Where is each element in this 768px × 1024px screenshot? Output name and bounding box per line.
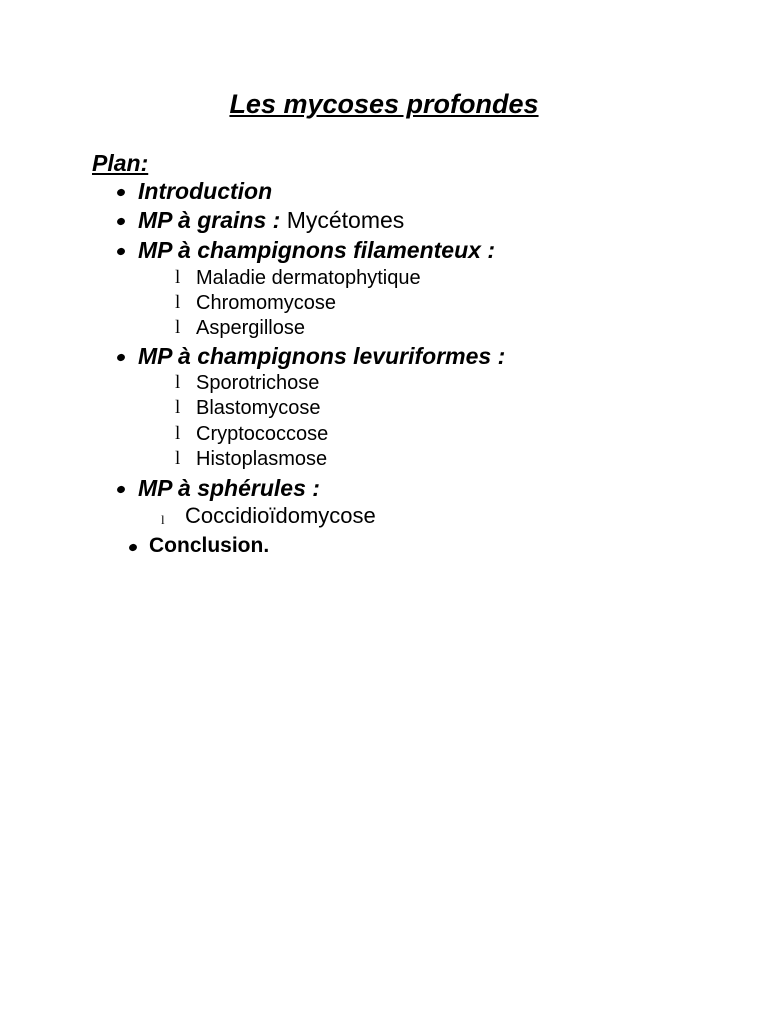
plan-item-label: MP à grains : — [138, 207, 281, 233]
bullet-icon — [116, 353, 126, 362]
plan-heading: Plan: — [92, 150, 149, 176]
sub-item — [175, 445, 328, 473]
sub-item-label: Maladie dermatophytique — [196, 267, 421, 289]
sub-item — [175, 369, 320, 397]
bullet-icon — [116, 188, 126, 197]
plan-item-label: MP à champignons filamenteux : — [138, 237, 495, 263]
sub-marker: l — [175, 448, 181, 469]
document-title: Les mycoses profondes — [229, 89, 539, 119]
sub-item-label: Chromomycose — [196, 292, 337, 314]
sub-item — [175, 420, 329, 448]
sub-item-label: Aspergillose — [196, 317, 305, 339]
sub-item-label: Cryptococcose — [196, 423, 329, 445]
bullet-icon — [128, 543, 138, 552]
plan-item-label: Introduction — [138, 178, 273, 204]
sub-item-label: Histoplasmose — [196, 448, 328, 470]
sub-item — [175, 314, 305, 342]
sub-item-label: Coccidioïdomycose — [185, 503, 376, 528]
bullet-icon — [116, 485, 126, 494]
sub-marker: l — [161, 512, 165, 527]
sub-item-label: Sporotrichose — [196, 372, 320, 394]
sub-marker: l — [175, 423, 181, 444]
sub-marker: l — [175, 267, 181, 288]
plan-item-mp-spherules — [138, 474, 320, 502]
sub-marker: l — [175, 397, 181, 418]
plan-item-mp-filamenteux — [138, 236, 495, 264]
sub-item — [175, 289, 337, 317]
plan-item-label: Conclusion. — [149, 534, 270, 557]
plan-item-introduction — [138, 177, 272, 205]
plan-item-mp-grains — [138, 206, 404, 234]
plan-item-label: MP à champignons levuriformes : — [138, 343, 506, 369]
plan-item-mp-levuriformes — [138, 342, 505, 370]
bullet-icon — [116, 247, 126, 256]
sub-item — [175, 264, 421, 292]
plan-item-label: MP à sphérules : — [138, 475, 320, 501]
bullet-icon — [116, 217, 126, 226]
sub-item — [161, 502, 376, 530]
sub-marker: l — [175, 372, 181, 393]
sub-item-label: Blastomycose — [196, 397, 321, 419]
sub-item — [175, 394, 321, 422]
plan-item-detail: Mycétomes — [286, 207, 405, 233]
sub-marker: l — [175, 317, 181, 338]
sub-marker: l — [175, 292, 181, 313]
plan-item-conclusion — [149, 532, 269, 560]
